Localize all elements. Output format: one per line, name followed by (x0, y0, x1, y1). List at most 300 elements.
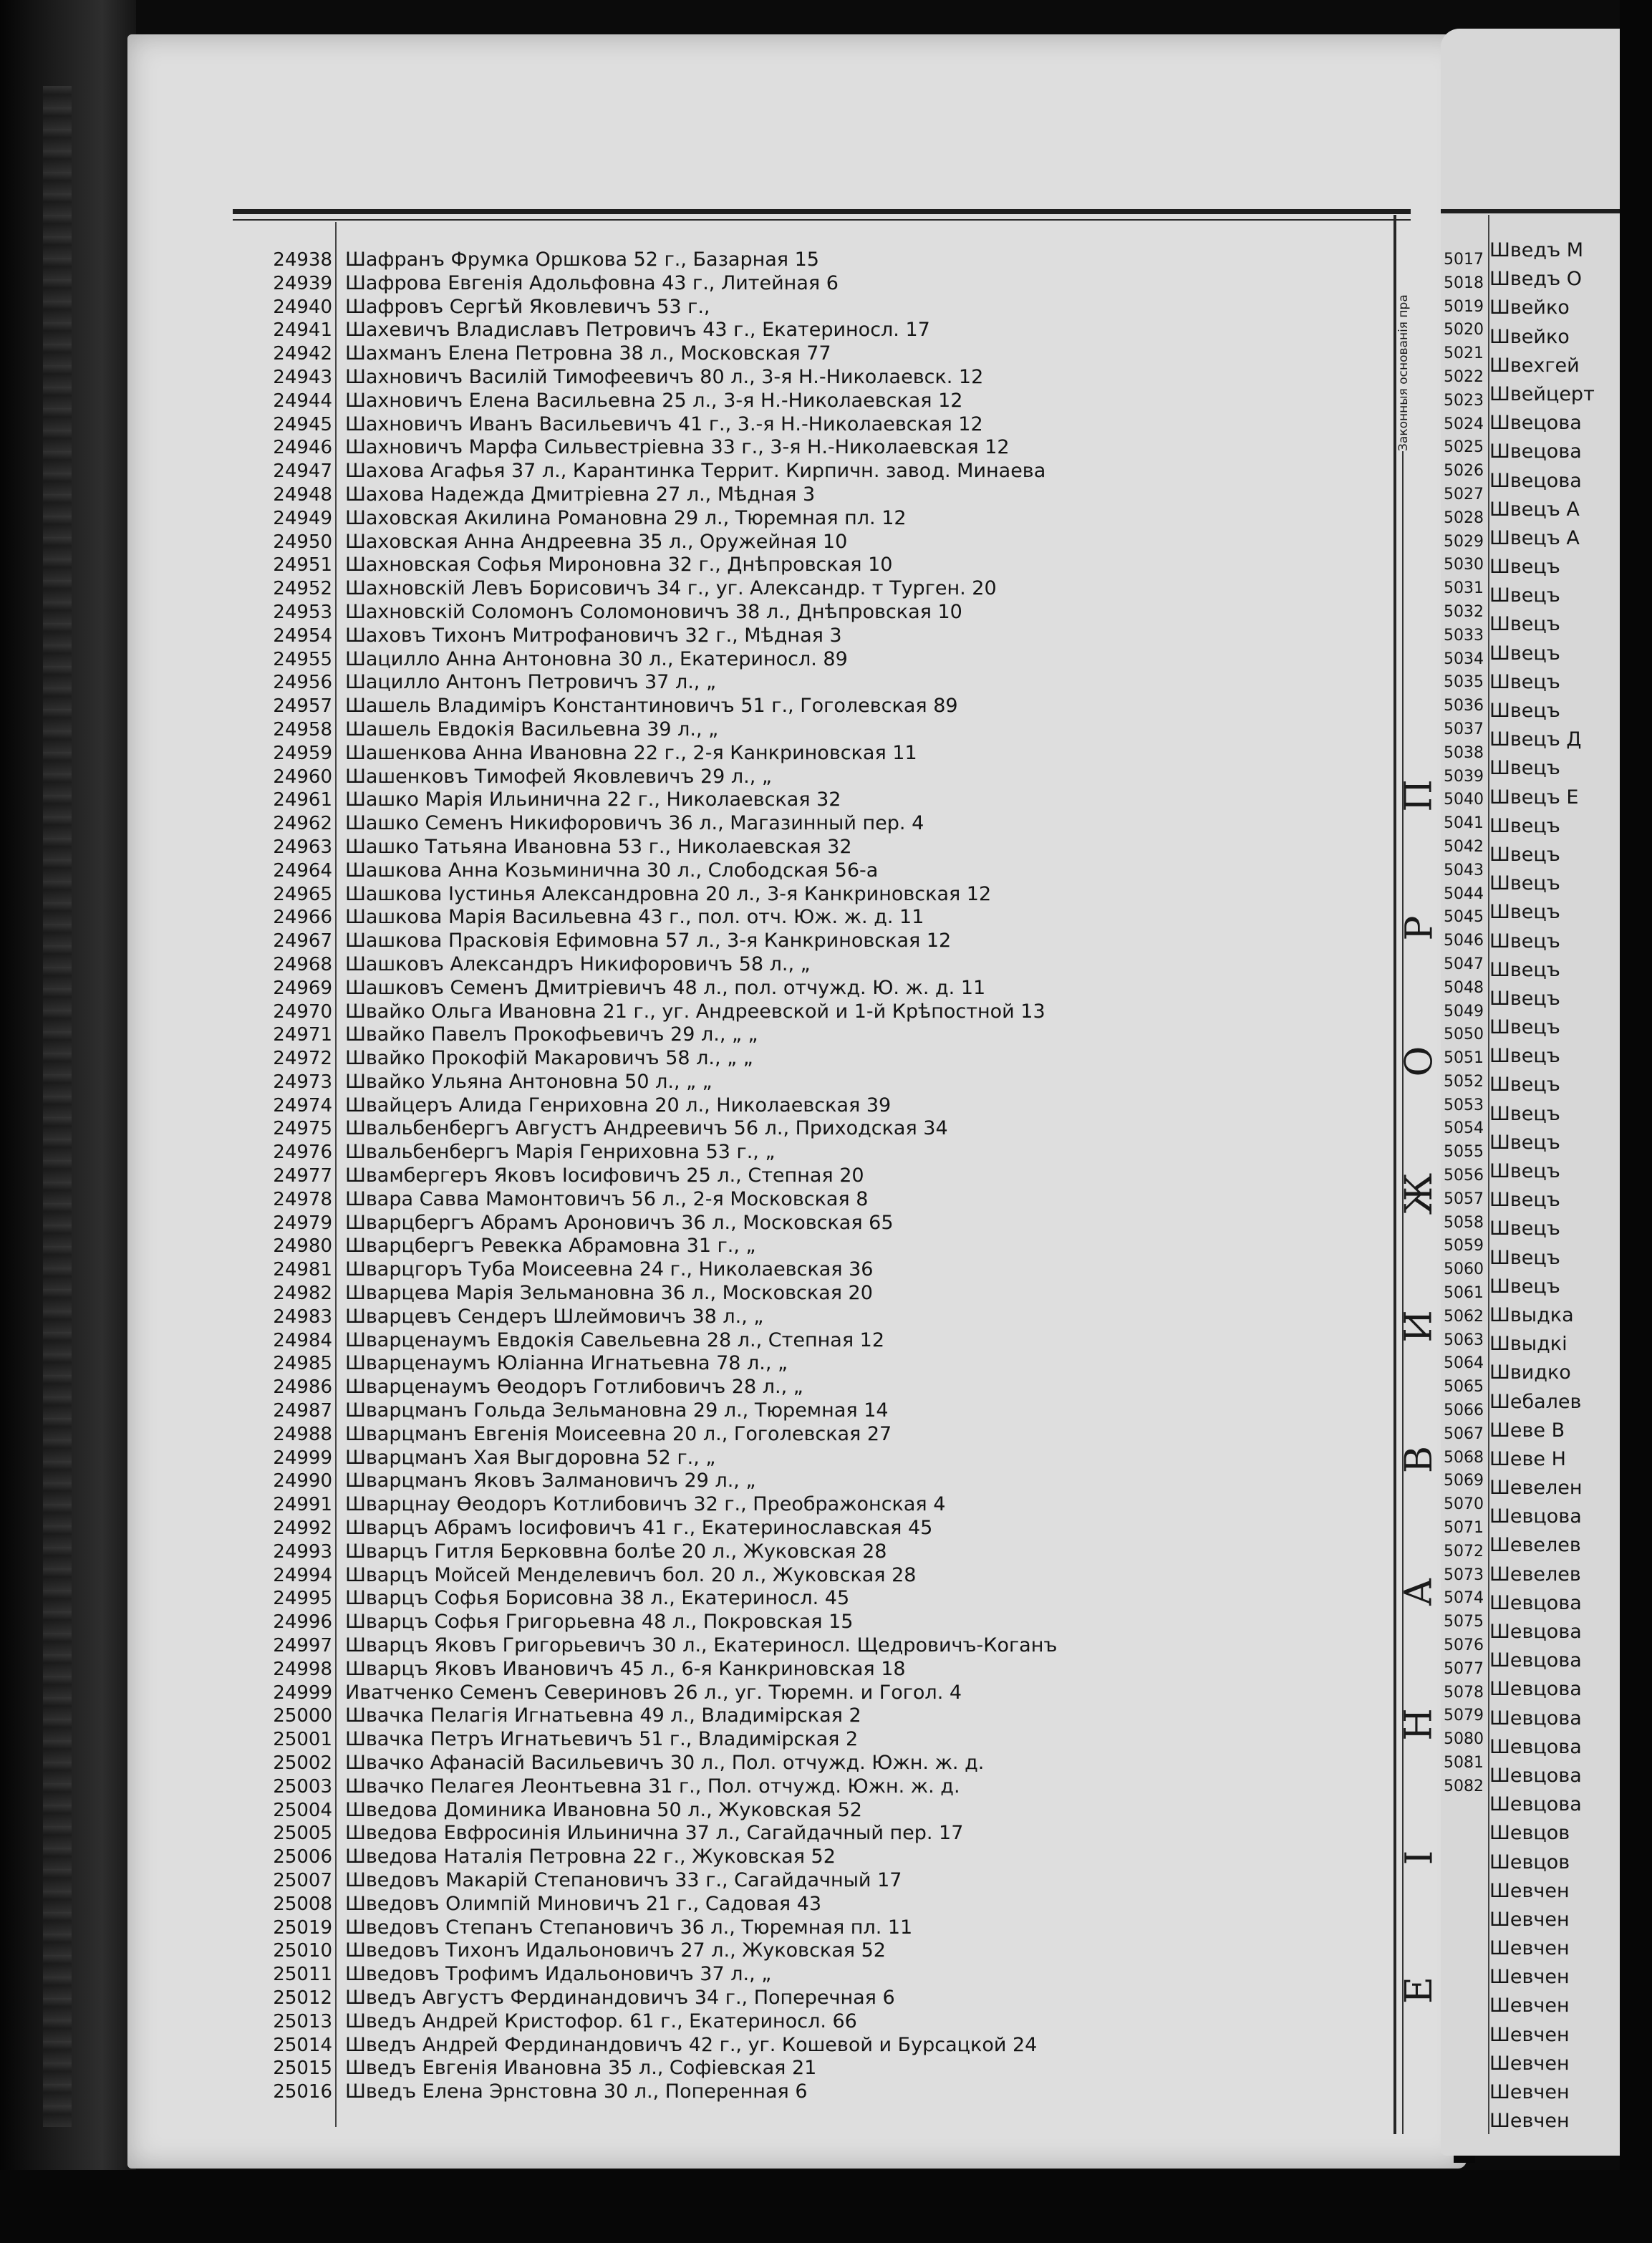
right-page-entry-name: Швидко (1489, 1361, 1571, 1384)
right-page-entry-name: Шевчен (1489, 1879, 1570, 1902)
right-page-entry-name: Швыдка (1489, 1303, 1574, 1326)
right-page-entry-name: Швецъ (1489, 642, 1560, 665)
bottom-shadow (0, 2170, 1652, 2243)
entry-text: Шварцъ Софья Григорьевна 48 л., Покровская 15 (345, 1611, 854, 1634)
entry-number: 24970 (273, 1000, 332, 1023)
right-page-entry-name: Шевчен (1489, 1966, 1570, 1989)
right-page-entry-number: 5074 (1444, 1589, 1484, 1608)
right-page-entry-name: Шебалев (1489, 1390, 1582, 1413)
right-page-entry-name: Шведъ О (1489, 268, 1582, 291)
right-page-entry-number: 5069 (1444, 1472, 1484, 1490)
entry-number: 24985 (273, 1353, 332, 1375)
entry-number: 24961 (273, 789, 332, 811)
entry-text: Шашко Татьяна Ивановна 53 г., Николаевская 32 (345, 835, 852, 858)
entry-text: Швайко Прокофій Макаровичъ 58 л., „ „ (345, 1047, 753, 1070)
right-shadow (1620, 0, 1652, 2243)
right-page-entry-number: 5078 (1444, 1683, 1484, 1702)
right-page-entry-number: 5065 (1444, 1378, 1484, 1397)
side-title-letter: Р (1398, 915, 1441, 941)
entry-number: 25001 (273, 1729, 332, 1751)
entry-text: Шварцбергъ Ревекка Абрамовна 31 г., „ (345, 1235, 756, 1258)
right-page-entry-number: 5036 (1444, 697, 1484, 715)
right-page-entry-number: 5080 (1444, 1730, 1484, 1749)
entry-text: Шахова Агафья 37 л., Карантинка Террит. Кирпичн. завод. Минаева (345, 460, 1046, 483)
right-page-entry-number: 5067 (1444, 1424, 1484, 1443)
entry-text: Шведъ Андрей Кристофор. 61 г., Екатериносл. 66 (345, 2010, 857, 2032)
entry-number: 24984 (273, 1329, 332, 1351)
entry-number: 25016 (273, 2081, 332, 2103)
entry-number: 24947 (273, 460, 332, 483)
entry-text: Шахновичъ Василій Тимофеевичъ 80 л., 3-я Н.-Николаевск. 12 (345, 365, 984, 388)
entry-number: 24988 (273, 1423, 332, 1445)
entry-text: Шахова Надежда Дмитріевна 27 л., Мѣдная 3 (345, 483, 816, 506)
entry-text: Шведъ Августъ Фердинандовичъ 34 г., Поперечная 6 (345, 1986, 895, 2009)
right-page-entry-name: Шевчен (1489, 1908, 1570, 1931)
side-note (1395, 222, 1412, 451)
entry-text: Швайко Павелъ Прокофьевичъ 29 л., „ „ (345, 1023, 758, 1046)
right-page-entry-number: 5045 (1444, 908, 1484, 927)
entry-number: 25019 (273, 1916, 332, 1939)
right-page-entry-number: 5077 (1444, 1659, 1484, 1678)
right-page-entry-name: Шевцова (1489, 1735, 1582, 1758)
right-page-entry-number: 5029 (1444, 532, 1484, 551)
entry-number: 24948 (273, 483, 332, 506)
right-page-entry-name: Швецъ (1489, 1045, 1560, 1068)
right-page-entry-name: Швецъ Е (1489, 786, 1579, 809)
entry-text-column (337, 249, 1396, 2104)
right-page-entry-number: 5066 (1444, 1402, 1484, 1420)
entry-text: Шашковъ Семенъ Дмитріевичъ 48 л., пол. отчужд. Ю. ж. д. 11 (345, 976, 986, 999)
right-page-entry-number: 5027 (1444, 485, 1484, 503)
right-page-entry-name: Швецъ (1489, 584, 1560, 607)
right-page-entry-name: Швецъ (1489, 556, 1560, 579)
side-title-letter: Е (1398, 1976, 1441, 2004)
right-page-entry-name: Шевцова (1489, 1707, 1582, 1730)
entry-text: Шварцманъ Гольда Зельмановна 29 л., Тюремная 14 (345, 1399, 889, 1422)
entry-text: Шварцъ Гитля Берковвна болѣе 20 л., Жуковская 28 (345, 1540, 887, 1563)
right-page-entry-name: Швыдкі (1489, 1333, 1568, 1356)
entry-text: Шахновичъ Иванъ Васильевичъ 41 г., 3.-я Н.-Николаевская 12 (345, 413, 983, 435)
right-page-entry-number: 5051 (1444, 1049, 1484, 1068)
entry-number: 24958 (273, 718, 332, 741)
side-title-letter: Ж (1398, 1172, 1441, 1215)
side-title-letter: І (1397, 1850, 1441, 1865)
right-page-entry-name: Шевцова (1489, 1621, 1582, 1643)
entry-text: Шашко Марія Ильинична 22 г., Николаевская 32 (345, 788, 841, 811)
right-page-entry-name: Швецъ (1489, 757, 1560, 780)
entry-number: 25008 (273, 1893, 332, 1915)
entry-number: 24996 (273, 1611, 332, 1634)
entry-text: Иватченко Семенъ Севериновъ 26 л., уг. Тюремн. и Гогол. 4 (345, 1681, 962, 1704)
right-page-entry-number: 5019 (1444, 297, 1484, 316)
entry-text: Шашкова Анна Козьминична 30 л., Слободская 56-а (345, 859, 879, 882)
entry-number: 24998 (273, 1658, 332, 1680)
entry-number: 24999 (273, 1447, 332, 1469)
right-page-entry-number: 5060 (1444, 1260, 1484, 1279)
entry-text: Шацилло Антонъ Петровичъ 37 л., „ (345, 671, 716, 694)
entry-text: Шашенкова Анна Ивановна 22 г., 2-я Канкриновская 11 (345, 741, 917, 764)
right-page-entry-number: 5072 (1444, 1542, 1484, 1561)
right-page-entry-name: Швецъ (1489, 901, 1560, 924)
right-page-entry-name: Швецова (1489, 469, 1582, 492)
entry-number: 24960 (273, 766, 332, 788)
entry-number: 25012 (273, 1987, 332, 2009)
right-page-entry-name: Шеве Н (1489, 1447, 1566, 1470)
right-page-entry-number: 5038 (1444, 743, 1484, 762)
entry-number-column (229, 249, 337, 2104)
side-title-letter: О (1397, 1046, 1441, 1076)
entry-text: Шведовъ Трофимъ Идальоновичъ 37 л., „ (345, 1963, 772, 1986)
entry-text: Швачка Пелагія Игнатьевна 49 л., Владимірская 2 (345, 1704, 861, 1727)
right-page-entry-number: 5043 (1444, 861, 1484, 879)
right-page-entry-number: 5035 (1444, 673, 1484, 692)
right-page-entry-number: 5063 (1444, 1331, 1484, 1349)
right-page-entry-name: Швецъ (1489, 987, 1560, 1010)
right-page-entry-number: 5034 (1444, 650, 1484, 668)
right-page-entry-number: 5048 (1444, 978, 1484, 997)
right-page-entry-number: 5081 (1444, 1754, 1484, 1772)
entry-number: 24983 (273, 1306, 332, 1328)
entry-number: 24956 (273, 672, 332, 694)
right-page-entry-name: Шевелен (1489, 1477, 1583, 1500)
right-page-entry-number: 5050 (1444, 1026, 1484, 1044)
entry-number: 24946 (273, 437, 332, 459)
right-page-entry-name: Швецъ (1489, 1189, 1560, 1212)
entry-number: 24953 (273, 601, 332, 623)
entry-number: 24986 (273, 1376, 332, 1399)
entry-number: 25014 (273, 2034, 332, 2056)
entry-text: Шварцбергъ Абрамъ Ароновичъ 36 л., Московская 65 (345, 1211, 894, 1234)
entry-number: 24951 (273, 554, 332, 577)
right-page-entry-number: 5018 (1444, 274, 1484, 292)
right-page-entry-number: 5061 (1444, 1284, 1484, 1303)
side-title-letter: Н (1397, 1708, 1441, 1741)
entry-number: 25005 (273, 1823, 332, 1845)
right-page-entry-name: Швецъ Д (1489, 728, 1582, 751)
right-page-entry-name: Швейцерт (1489, 382, 1595, 405)
entry-text: Шахновскій Левъ Борисовичъ 34 г., уг. Александр. т Турген. 20 (345, 577, 997, 600)
entry-number: 24949 (273, 507, 332, 529)
entry-number: 25006 (273, 1846, 332, 1868)
entry-text: Швачко Пелагея Леонтьевна 31 г., Пол. отчужд. Южн. ж. д. (345, 1775, 960, 1798)
right-page-entry-number: 5054 (1444, 1119, 1484, 1138)
right-page-entry-name: Швецъ (1489, 814, 1560, 837)
entry-text: Шацилло Анна Антоновна 30 л., Екатериносл. 89 (345, 647, 848, 670)
entry-number: 24962 (273, 813, 332, 835)
right-page-entry-number: 5053 (1444, 1096, 1484, 1114)
right-page-entry-name: Шевчен (1489, 1994, 1570, 2017)
entry-text: Шаховская Акилина Романовна 29 л., Тюремная пл. 12 (345, 506, 907, 529)
entry-number: 24982 (273, 1283, 332, 1305)
right-page-entry-number: 5044 (1444, 884, 1484, 903)
header-rule-thin (233, 219, 1411, 221)
right-page-entry-number: 5017 (1444, 251, 1484, 269)
entry-number: 24945 (273, 413, 332, 435)
side-note-text: Законныя основанія пра (1396, 294, 1411, 451)
entry-text: Шварцъ Яковъ Григорьевичъ 30 л., Екатериносл. Щедровичъ-Коганъ (345, 1634, 1058, 1657)
entry-text: Шведовъ Макарій Степановичъ 33 г., Сагайдачный 17 (345, 1868, 902, 1891)
right-page-entry-number: 5039 (1444, 767, 1484, 786)
entry-text: Шварценаумъ Ѳеодоръ Готлибовичъ 28 л., „ (345, 1376, 803, 1399)
right-page-entry-number: 5062 (1444, 1307, 1484, 1326)
entry-text: Шведовъ Олимпій Миновичъ 21 г., Садовая 43 (345, 1892, 822, 1915)
right-page-entry-name: Швецъ (1489, 872, 1560, 895)
entry-text: Шведовъ Степанъ Степановичъ 36 л., Тюремная пл. 11 (345, 1916, 913, 1939)
entry-text: Шафрова Евгенія Адольфовна 43 г., Литейная 6 (345, 271, 839, 294)
entry-text: Шварцъ Яковъ Ивановичъ 45 л., 6-я Канкриновская 18 (345, 1657, 906, 1680)
entry-number: 24963 (273, 836, 332, 858)
entry-text: Шахманъ Елена Петровна 38 л., Московская 77 (345, 342, 831, 365)
entry-number: 24959 (273, 742, 332, 764)
right-page-entry-name: Швецъ (1489, 700, 1560, 722)
right-page-entry-number: 5028 (1444, 508, 1484, 527)
entry-number: 24942 (273, 343, 332, 365)
right-page-entry-name: Швецъ (1489, 930, 1560, 952)
entry-text: Шварцева Марія Зельмановна 36 л., Московская 20 (345, 1282, 873, 1305)
entry-text: Швайцеръ Алида Генриховна 20 л., Николаевская 39 (345, 1094, 892, 1116)
right-page-entry-number: 5056 (1444, 1167, 1484, 1185)
right-page-entry-name: Шевцова (1489, 1678, 1582, 1701)
entry-number: 24997 (273, 1635, 332, 1657)
right-page-entry-name: Швецъ (1489, 1102, 1560, 1125)
right-page-entry-number: 5022 (1444, 367, 1484, 386)
entry-text: Шварцъ Абрамъ Іосифовичъ 41 г., Екатеринославская 45 (345, 1517, 933, 1540)
right-page-entry-number: 5031 (1444, 579, 1484, 598)
right-page-entry-name: Шевчен (1489, 1937, 1570, 1960)
right-page-entry-number: 5026 (1444, 462, 1484, 481)
entry-number: 24987 (273, 1400, 332, 1422)
right-page-entry-name: Швецъ (1489, 958, 1560, 981)
side-title-letter: В (1398, 1445, 1441, 1473)
entry-text: Шахновская Софья Мироновна 32 г., Днѣпровская 10 (345, 554, 893, 577)
entry-number: 24950 (273, 531, 332, 553)
right-page-entry-number: 5033 (1444, 626, 1484, 645)
right-page-entry-number: 5037 (1444, 720, 1484, 738)
right-page-entry-number: 5042 (1444, 837, 1484, 856)
right-page-entry-number: 5068 (1444, 1448, 1484, 1467)
entry-text: Шахновичъ Марфа Сильвестріевна 33 г., 3-я Н.-Николаевская 12 (345, 436, 1010, 459)
entry-text: Шварцъ Мойсей Менделевичъ бол. 20 л., Жуковская 28 (345, 1563, 917, 1586)
right-page-entry-number: 5071 (1444, 1519, 1484, 1538)
margin-rule (1393, 215, 1396, 2134)
entry-number: 25004 (273, 1799, 332, 1821)
right-page-entry-number: 5055 (1444, 1143, 1484, 1162)
header-rule (233, 209, 1411, 214)
entry-text: Шведъ Евгенія Ивановна 35 л., Софіевская 21 (345, 2057, 817, 2080)
right-page-entry-name: Швецъ А (1489, 526, 1580, 549)
entry-number: 24939 (273, 272, 332, 294)
right-page-name-column (1489, 236, 1633, 2136)
entry-number: 24972 (273, 1048, 332, 1070)
right-page-entry-number: 5049 (1444, 1002, 1484, 1021)
side-title-letter: И (1397, 1310, 1441, 1343)
entry-text: Шварцманъ Яковъ Залмановичъ 29 л., „ (345, 1470, 756, 1492)
entry-number: 24965 (273, 883, 332, 905)
side-title-vertical (1398, 777, 1441, 2009)
right-page-entry-name: Швейко (1489, 325, 1570, 348)
right-page-entry-name: Швейко (1489, 296, 1570, 319)
page-edges (43, 86, 72, 2127)
entry-number: 25002 (273, 1752, 332, 1774)
entry-number: 24973 (273, 1071, 332, 1093)
right-page-entry-name: Шевелев (1489, 1563, 1581, 1586)
right-page-entry-number: 5030 (1444, 556, 1484, 574)
entry-number: 24957 (273, 695, 332, 718)
right-page-entry-name: Шевелев (1489, 1534, 1581, 1557)
right-page-entry-name: Шевцова (1489, 1764, 1582, 1787)
right-page-entry-number: 5041 (1444, 814, 1484, 833)
entry-text: Шашкова Марія Васильевна 43 г., пол. отч. Юж. ж. д. 11 (345, 906, 924, 929)
entry-number: 25011 (273, 1964, 332, 1986)
entry-number: 24967 (273, 930, 332, 952)
right-page-entry-name: Швецъ (1489, 613, 1560, 636)
entry-number: 24976 (273, 1142, 332, 1164)
right-page-entry-name: Шевчен (1489, 2052, 1570, 2075)
entry-number: 24979 (273, 1212, 332, 1234)
entry-text: Швайко Ульяна Антоновна 50 л., „ „ (345, 1070, 713, 1093)
right-page-entry-name: Шевчен (1489, 2110, 1570, 2133)
entry-text: Шведъ Елена Эрнстовна 30 л., Поперенная 6 (345, 2080, 808, 2103)
right-page-entry-number: 5079 (1444, 1707, 1484, 1725)
entry-number: 24999 (273, 1682, 332, 1704)
entry-text: Шварцъ Софья Борисовна 38 л., Екатериносл. 45 (345, 1587, 850, 1610)
right-page-header-rule (1441, 209, 1620, 213)
right-page-entry-name: Швецъ (1489, 1275, 1560, 1298)
entry-text: Шварцгоръ Туба Моисеевна 24 г., Николаевская 36 (345, 1258, 874, 1281)
entry-text: Швамбергеръ Яковъ Іосифовичъ 25 л., Степная 20 (345, 1164, 864, 1187)
right-page-entry-number: 5024 (1444, 415, 1484, 433)
entry-number: 24964 (273, 859, 332, 882)
entry-text: Шведъ Андрей Фердинандовичъ 42 г., уг. Кошевой и Бурсацкой 24 (345, 2033, 1038, 2056)
entry-text: Шварцманъ Евгенія Моисеевна 20 л., Гоголевская 27 (345, 1422, 892, 1445)
entry-number: 24971 (273, 1024, 332, 1046)
entry-text: Шварцнау Ѳеодоръ Котлибовичъ 32 г., Преображонская 4 (345, 1493, 946, 1516)
entry-text: Шварцевъ Сендеръ Шлеймовичъ 38 л., „ (345, 1305, 764, 1328)
entry-number: 24954 (273, 624, 332, 647)
side-title-letter: А (1397, 1578, 1441, 1606)
right-page-entry-name: Швецъ (1489, 1131, 1560, 1154)
right-page-entry-name: Шевцова (1489, 1505, 1582, 1528)
right-page-entry-number: 5052 (1444, 1072, 1484, 1091)
right-page-entry-name: Шевцова (1489, 1649, 1582, 1672)
entry-number: 24943 (273, 366, 332, 388)
right-page-entry-name: Швецъ А (1489, 498, 1580, 521)
entry-text: Шафровъ Сергѣй Яковлевичъ 53 г., (345, 295, 710, 318)
right-page-entry-number: 5021 (1444, 344, 1484, 363)
entry-number: 24969 (273, 977, 332, 999)
right-page-entry-name: Швецъ (1489, 1016, 1560, 1039)
right-page-entry-number: 5057 (1444, 1190, 1484, 1208)
entry-number: 24990 (273, 1470, 332, 1492)
right-page-entry-number: 5025 (1444, 438, 1484, 457)
entry-text: Шашкова Іустинья Александровна 20 л., 3-я Канкриновская 12 (345, 882, 992, 905)
right-page-entry-number: 5020 (1444, 321, 1484, 339)
right-page-entry-number: 5046 (1444, 932, 1484, 950)
right-page-entry-name: Шевцов (1489, 1851, 1570, 1873)
entry-text: Шаховъ Тихонъ Митрофановичъ 32 г., Мѣдная 3 (345, 624, 842, 647)
entry-text: Швачко Афанасій Васильевичъ 30 л., Пол. отчужд. Южн. ж. д. (345, 1752, 985, 1774)
entry-number: 24993 (273, 1540, 332, 1563)
right-page-entry-number: 5032 (1444, 602, 1484, 621)
entry-number: 24966 (273, 907, 332, 929)
entry-text: Шашель Евдокія Васильевна 39 л., „ (345, 718, 719, 741)
right-page-entry-number: 5059 (1444, 1237, 1484, 1255)
right-page-entry-name: Швецъ (1489, 843, 1560, 866)
entry-number: 24980 (273, 1235, 332, 1258)
right-page-number-column (1441, 249, 1487, 1799)
right-page-entry-name: Шевцова (1489, 1591, 1582, 1614)
entry-text: Шахновичъ Елена Васильевна 25 л., 3-я Н.-Николаевская 12 (345, 389, 963, 412)
right-page-entry-number: 5070 (1444, 1495, 1484, 1514)
entry-text: Шафранъ Фрумка Оршкова 52 г., Базарная 15 (345, 249, 819, 271)
entry-text: Шашель Владиміръ Константиновичъ 51 г., Гоголевская 89 (345, 695, 958, 718)
entry-number: 24978 (273, 1188, 332, 1210)
entry-text: Шведова Доминика Ивановна 50 л., Жуковская 52 (345, 1798, 862, 1821)
right-page-entry-name: Шевчен (1489, 2023, 1570, 2046)
entry-text: Шашковъ Александръ Никифоровичъ 58 л., „ (345, 952, 811, 975)
entry-text: Шведова Евфросинія Ильинична 37 л., Сагайдачный пер. 17 (345, 1822, 964, 1845)
right-page-entry-name: Швецъ (1489, 1246, 1560, 1269)
entry-text: Шахновскій Соломонъ Соломоновичъ 38 л., Днѣпровская 10 (345, 600, 962, 623)
right-page-entry-number: 5064 (1444, 1354, 1484, 1373)
entry-text: Шведова Наталія Петровна 22 г., Жуковская 52 (345, 1846, 836, 1868)
entry-text: Швара Савва Мамонтовичъ 56 л., 2-я Московская 8 (345, 1187, 869, 1210)
right-page-entry-name: Швецъ (1489, 670, 1560, 693)
entry-text: Шаховская Анна Андреевна 35 л., Оружейная 10 (345, 530, 848, 553)
entry-number: 25015 (273, 2058, 332, 2080)
right-page-entry-name: Шведъ М (1489, 239, 1584, 261)
entry-number: 25013 (273, 2010, 332, 2032)
entry-text: Швачка Петръ Игнатьевичъ 51 г., Владимірская 2 (345, 1728, 859, 1751)
entry-text: Шварценаумъ Евдокія Савельевна 28 л., Степная 12 (345, 1328, 885, 1351)
right-page-entry-name: Шевцов (1489, 1822, 1570, 1845)
right-page-entry-number: 5082 (1444, 1777, 1484, 1795)
entry-number: 24974 (273, 1094, 332, 1116)
right-page-entry-name: Швецова (1489, 412, 1582, 435)
right-page-entry-number: 5058 (1444, 1213, 1484, 1232)
entry-number: 24977 (273, 1165, 332, 1187)
right-page-entry-name: Шеве В (1489, 1419, 1565, 1442)
right-page-entry-number: 5040 (1444, 791, 1484, 809)
right-page-entry-name: Шевцова (1489, 1793, 1582, 1816)
entry-text: Шашкова Прасковія Ефимовна 57 л., 3-я Канкриновская 12 (345, 930, 952, 952)
entry-number: 24994 (273, 1564, 332, 1586)
right-page-entry-number: 5075 (1444, 1613, 1484, 1631)
entry-text: Шварценаумъ Юліанна Игнатьевна 78 л., „ (345, 1352, 788, 1375)
entry-number: 25010 (273, 1940, 332, 1962)
right-page-entry-name: Швецова (1489, 440, 1582, 463)
entry-number: 24975 (273, 1118, 332, 1140)
right-page-entry-number: 5047 (1444, 955, 1484, 973)
entry-text: Швальбенбергъ Августъ Андреевичъ 56 л., Приходская 34 (345, 1117, 948, 1140)
entry-number: 24952 (273, 578, 332, 600)
entry-number: 24992 (273, 1518, 332, 1540)
entry-number: 24944 (273, 390, 332, 412)
entry-number: 24991 (273, 1494, 332, 1516)
right-page-entry-name: Шевчен (1489, 2081, 1570, 2103)
right-page-entry-name: Швехгей (1489, 354, 1580, 377)
entry-number: 24938 (273, 249, 332, 271)
entry-text: Швайко Ольга Ивановна 21 г., уг. Андреевской и 1-й Крѣпостной 13 (345, 1000, 1045, 1023)
entry-number: 24955 (273, 648, 332, 670)
entry-text: Шварцманъ Хая Выгдоровна 52 г., „ (345, 1446, 716, 1469)
entry-text: Шахевичъ Владиславъ Петровичъ 43 г., Екатериносл. 17 (345, 319, 930, 342)
entry-number: 25003 (273, 1775, 332, 1798)
entry-text: Шашенковъ Тимофей Яковлевичъ 29 л., „ (345, 765, 772, 788)
right-page-entry-number: 5076 (1444, 1636, 1484, 1655)
right-page-entry-number: 5073 (1444, 1566, 1484, 1584)
right-page-entry-name: Швецъ (1489, 1217, 1560, 1240)
